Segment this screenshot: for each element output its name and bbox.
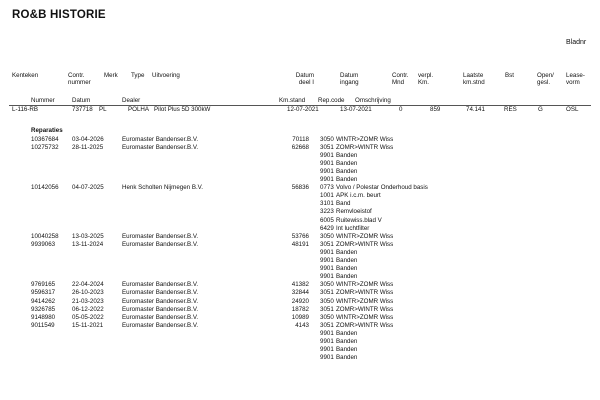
repair-rep-code: 9901 — [320, 151, 334, 159]
repair-rep-code: 3223 — [320, 208, 334, 216]
repair-omschrijving: Banden — [336, 338, 358, 345]
repair-omschrijving: Banden — [336, 248, 358, 256]
repair-omschrijving: Banden — [336, 346, 358, 354]
repair-datum: 04-07-2025 — [72, 184, 104, 192]
repair-dealer: Euromaster Bandenser.B.V. — [122, 313, 199, 321]
repair-datum: 05-05-2022 — [72, 313, 104, 321]
repair-omschrijving: ZOMR>WINTR Wiss — [336, 143, 394, 151]
repair-datum: 15-11-2021 — [72, 321, 104, 329]
repair-rep-code: 3051 — [320, 143, 334, 151]
repair-dealer: Euromaster Bandenser.B.V. — [122, 321, 199, 329]
repair-km-stand: 48191 — [291, 240, 309, 248]
col-uitvoering: Uitvoering — [152, 72, 180, 79]
repair-dealer: Euromaster Bandenser.B.V. — [122, 281, 199, 289]
vehicle-datum-deel1: 12-07-2021 — [287, 106, 319, 113]
repair-datum: 13-11-2024 — [72, 240, 104, 248]
col-omschrijving: Omschrijving — [355, 97, 391, 104]
repair-rep-code: 9901 — [320, 167, 334, 175]
repair-rep-code: 3050 — [320, 135, 334, 143]
repair-rep-code: 6429 — [320, 224, 334, 232]
repair-omschrijving: Banden — [336, 257, 358, 264]
repair-rep-code: 3050 — [320, 232, 334, 240]
repair-rep-code: 3051 — [320, 305, 334, 313]
repair-km-stand: 70118 — [292, 135, 309, 143]
repair-nummer: 9326785 — [31, 305, 56, 313]
col-dealer: Dealer — [122, 97, 141, 104]
repair-omschrijving: WINTR>ZOMR Wiss — [336, 232, 394, 240]
vehicle-laatste-km: 74.141 — [466, 106, 485, 113]
repair-datum: 13-03-2025 — [72, 232, 104, 240]
repair-km-stand: 18782 — [291, 305, 309, 313]
repair-omschrijving: ZOMR>WINTR Wiss — [336, 305, 394, 313]
repair-nummer: 9939063 — [31, 240, 56, 248]
repair-omschrijving: WINTR>ZOMR Wiss — [336, 297, 394, 305]
col-km-stand: Km.stand — [279, 97, 306, 104]
repair-omschrijving: Banden — [336, 159, 358, 167]
repair-rep-code: 9901 — [320, 338, 334, 345]
section-reparaties: Reparaties — [31, 127, 63, 134]
repair-rep-code: 3101 — [320, 200, 334, 208]
col-verpl-km: verpl. Km. — [418, 72, 434, 86]
repair-datum: 28-11-2025 — [72, 143, 104, 151]
repair-datum: 06-12-2022 — [72, 305, 104, 313]
repair-rep-code: 9901 — [320, 346, 334, 354]
repair-omschrijving: Banden — [336, 273, 358, 281]
repair-datum: 03-04-2026 — [72, 135, 104, 143]
repair-nummer: 10367684 — [31, 135, 59, 143]
repair-omschrijving: Band — [336, 200, 351, 208]
repair-omschrijving: Int luchtfilter — [336, 224, 370, 232]
vehicle-contr-mnd: 0 — [399, 106, 403, 113]
vehicle-lease-vorm: OSL — [566, 106, 579, 113]
vehicle-bst: RES — [504, 106, 517, 113]
col-lease-vorm: Lease- vorm — [566, 72, 585, 86]
repair-datum: 22-04-2024 — [72, 281, 104, 289]
repair-nummer: 10275732 — [31, 143, 59, 151]
repair-rep-code: 3051 — [320, 240, 334, 248]
col-datum-ingang: Datum ingang — [340, 72, 359, 86]
repair-omschrijving: WINTR>ZOMR Wiss — [336, 313, 394, 321]
repair-km-stand: 56836 — [291, 184, 309, 192]
repair-km-stand: 41382 — [291, 281, 309, 289]
report-title: RO&B HISTORIE — [12, 9, 106, 21]
repair-rep-code: 9901 — [320, 265, 334, 273]
repair-nummer: 9769165 — [31, 281, 56, 289]
repair-km-stand: 24920 — [291, 297, 309, 305]
repair-dealer: Euromaster Bandenser.B.V. — [122, 232, 199, 240]
repair-rep-code: 9901 — [320, 273, 334, 281]
repair-dealer: Euromaster Bandenser.B.V. — [122, 135, 199, 143]
repair-omschrijving: WINTR>ZOMR Wiss — [336, 281, 394, 289]
repair-rep-code: 9901 — [320, 354, 334, 362]
col-laatste-km: Laatste km.stnd — [463, 72, 485, 86]
repair-nummer: 9011549 — [31, 321, 55, 329]
repair-km-stand: 4143 — [295, 321, 309, 329]
vehicle-merk: PL — [99, 106, 107, 113]
repair-rep-code: 3050 — [320, 281, 334, 289]
repair-nummer: 10040258 — [31, 232, 59, 240]
repair-datum: 26-10-2023 — [72, 289, 104, 297]
repair-nummer: 9596317 — [31, 289, 56, 297]
col-open-gesl: Open/ gesl. — [537, 72, 554, 86]
repair-omschrijving: Banden — [336, 329, 358, 337]
repair-nummer: 10142056 — [31, 184, 59, 192]
repair-dealer: Euromaster Bandenser.B.V. — [122, 305, 199, 313]
repair-omschrijving: Remvloeistof — [336, 208, 372, 216]
col-rep-code: Rep.code — [318, 97, 345, 104]
repair-omschrijving: Banden — [336, 167, 358, 175]
col-kenteken: Kenteken — [12, 72, 39, 79]
repair-dealer: Euromaster Bandenser.B.V. — [122, 289, 199, 297]
repair-rep-code: 9901 — [320, 248, 334, 256]
repair-dealer: Euromaster Bandenser.B.V. — [122, 143, 199, 151]
repair-rep-code: 6005 — [320, 216, 334, 224]
vehicle-type: POLHA — [128, 106, 149, 113]
repair-omschrijving: APK i.c.m. beurt — [336, 192, 381, 200]
vehicle-kenteken: L-116-RB — [12, 106, 39, 113]
col-nummer: Nummer — [31, 97, 55, 104]
col-contr-mnd: Contr. Mnd — [392, 72, 409, 86]
repair-rep-code: 9901 — [320, 176, 334, 183]
repair-omschrijving: WINTR>ZOMR Wiss — [336, 135, 394, 143]
vehicle-verpl-km: 859 — [430, 106, 441, 113]
repair-dealer: Euromaster Bandenser.B.V. — [122, 240, 199, 248]
col-bst: Bst — [505, 72, 514, 79]
repair-omschrijving: ZOMR>WINTR Wiss — [336, 240, 394, 248]
vehicle-open-gesl: G — [538, 106, 543, 113]
repair-omschrijving: Banden — [336, 176, 358, 183]
col-merk: Merk — [104, 72, 118, 79]
col-datum: Datum — [72, 97, 91, 104]
repair-rep-code: 3051 — [320, 321, 334, 329]
repair-omschrijving: Banden — [336, 151, 358, 159]
repair-omschrijving: Banden — [336, 354, 358, 362]
repair-omschrijving: Ruitewiss.blad V — [336, 216, 382, 224]
repair-omschrijving: ZOMR>WINTR Wiss — [336, 321, 394, 329]
col-type: Type — [131, 72, 145, 79]
repair-rep-code: 9901 — [320, 159, 334, 167]
repair-rep-code: 3050 — [320, 313, 334, 321]
repair-km-stand: 62668 — [291, 143, 309, 151]
repair-rep-code: 0773 — [320, 184, 334, 192]
vehicle-datum-ingang: 13-07-2021 — [340, 106, 372, 113]
col-datum-deel1: Datum deel I — [295, 72, 314, 86]
repair-rep-code: 9901 — [320, 329, 334, 337]
repair-km-stand: 53766 — [291, 232, 309, 240]
vehicle-uitvoering: Pilot Plus 5D 300kW — [154, 106, 211, 113]
repair-km-stand: 32844 — [291, 289, 309, 297]
repair-dealer: Euromaster Bandenser.B.V. — [122, 297, 199, 305]
repair-nummer: 9148980 — [31, 313, 56, 321]
repair-rep-code: 1001 — [320, 192, 334, 200]
repair-datum: 21-03-2023 — [72, 297, 104, 305]
page-number-label: Bladnr — [566, 39, 587, 46]
repair-omschrijving: Banden — [336, 265, 358, 273]
repair-nummer: 9414262 — [31, 297, 56, 305]
repair-km-stand: 10989 — [291, 313, 309, 321]
repair-rep-code: 3051 — [320, 289, 334, 297]
vehicle-contr-nummer: 737718 — [72, 106, 93, 113]
repair-dealer: Henk Scholten Nijmegen B.V. — [122, 184, 203, 192]
repair-rep-code: 3050 — [320, 297, 334, 305]
col-contr-nummer: Contr. nummer — [68, 72, 91, 86]
repair-omschrijving: Volvo / Polestar Onderhoud basis — [336, 184, 428, 192]
repair-rep-code: 9901 — [320, 257, 334, 264]
repair-omschrijving: ZOMR>WINTR Wiss — [336, 289, 394, 297]
